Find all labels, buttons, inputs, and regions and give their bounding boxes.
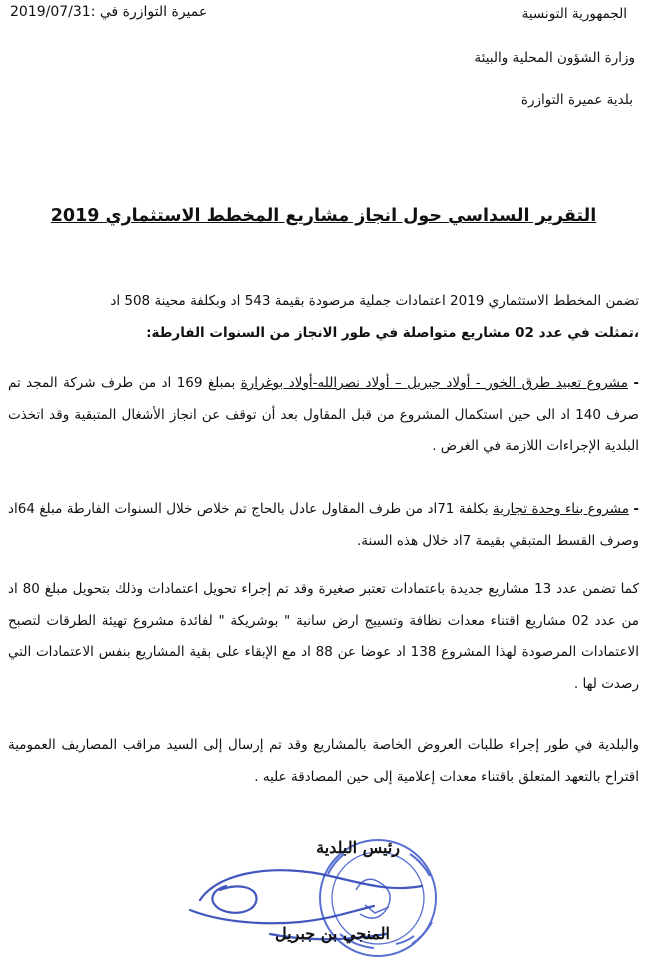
new-projects-text: كما تضمن عدد 13 مشاريع جديدة باعتمادات تعتبر صغيرة وقد تم إجراء تحويل اعتمادات وذلك بتحويل مبلغ 80 اد من عدد 02 مشاريع اقتناء معدات نظافة وتسييج ارض سانية " بوشريكة " لفائدة مشروع تهيئة الطرقات لتصبح الاعتمادات المرصودة لهذا المشروع 138 اد عوضا عن 88 اد مع الإبقاء على بقية المشاريع بنفس الاعتمادات التي رصدت لها . (8, 581, 640, 692)
project-1-paragraph (8, 368, 639, 463)
project-1-name: مشروع تعبيد طرق الخور - أولاد جبريل – أولاد نصرالله-أولاد بوغرارة (240, 375, 628, 391)
signature-name: المنجي بن جبريل (275, 924, 390, 943)
report-title: التقرير السداسي حول انجاز مشاريع المخطط الاستثماري 2019 (50, 206, 597, 226)
closing-paragraph (8, 730, 639, 793)
closing-text: والبلدية في طور إجراء طلبات العروض الخاصة بالمشاريع وقد تم إرسال إلى السيد مراقب المصاريف العمومية اقتراح بالتعهد المتعلق باقتناء معدات إعلامية إلى حين المصادقة عليه . (8, 737, 639, 785)
signature-block (160, 830, 460, 959)
project-2-text (8, 494, 639, 557)
header-municipality: بلدية عميرة التوازرة (520, 92, 633, 108)
signature-role: رئيس البلدية (316, 838, 400, 857)
project-2-dash: - (633, 501, 639, 517)
project-2-details: بكلفة 71اد من طرف المقاول عادل بالحاج تم خلاص خلال السنوات الفارطة مبلغ 64اد وصرف القسط المتبقي بقيمة 7اد خلال هذه السنة. (8, 501, 639, 549)
project-2-paragraph (8, 494, 639, 557)
header-date-text: عميرة التوازرة في :2019/07/31 (10, 4, 208, 20)
intro-paragraph (8, 286, 639, 349)
project-1-details: بمبلغ 169 اد من طرف شركة المجد تم صرف 140 اد الى حين استكمال المشروع من قبل المقاول بعد أن توقف عن انجاز الأشغال المتبقية وقد اتخذت البلدية الإجراءات اللازمة في الغرض . (8, 375, 640, 454)
header-republic: الجمهورية التونسية (521, 6, 627, 22)
header-date (10, 4, 207, 20)
project-1-dash: - (633, 375, 639, 391)
header-ministry: وزارة الشؤون المحلية والبيئة (474, 50, 635, 66)
intro-line-2: ،تمثلت في عدد 02 مشاريع متواصلة في طور الانجاز من السنوات الفارطة: (146, 324, 639, 341)
new-projects-paragraph (8, 574, 639, 700)
project-1-text (8, 368, 639, 463)
project-2-name: مشروع بناء وحدة تجارية (493, 501, 629, 517)
intro-line-1: تضمن المخطط الاستثماري 2019 اعتمادات جملية مرصودة بقيمة 543 اد وبكلفة محينة 508 اد (110, 293, 639, 309)
